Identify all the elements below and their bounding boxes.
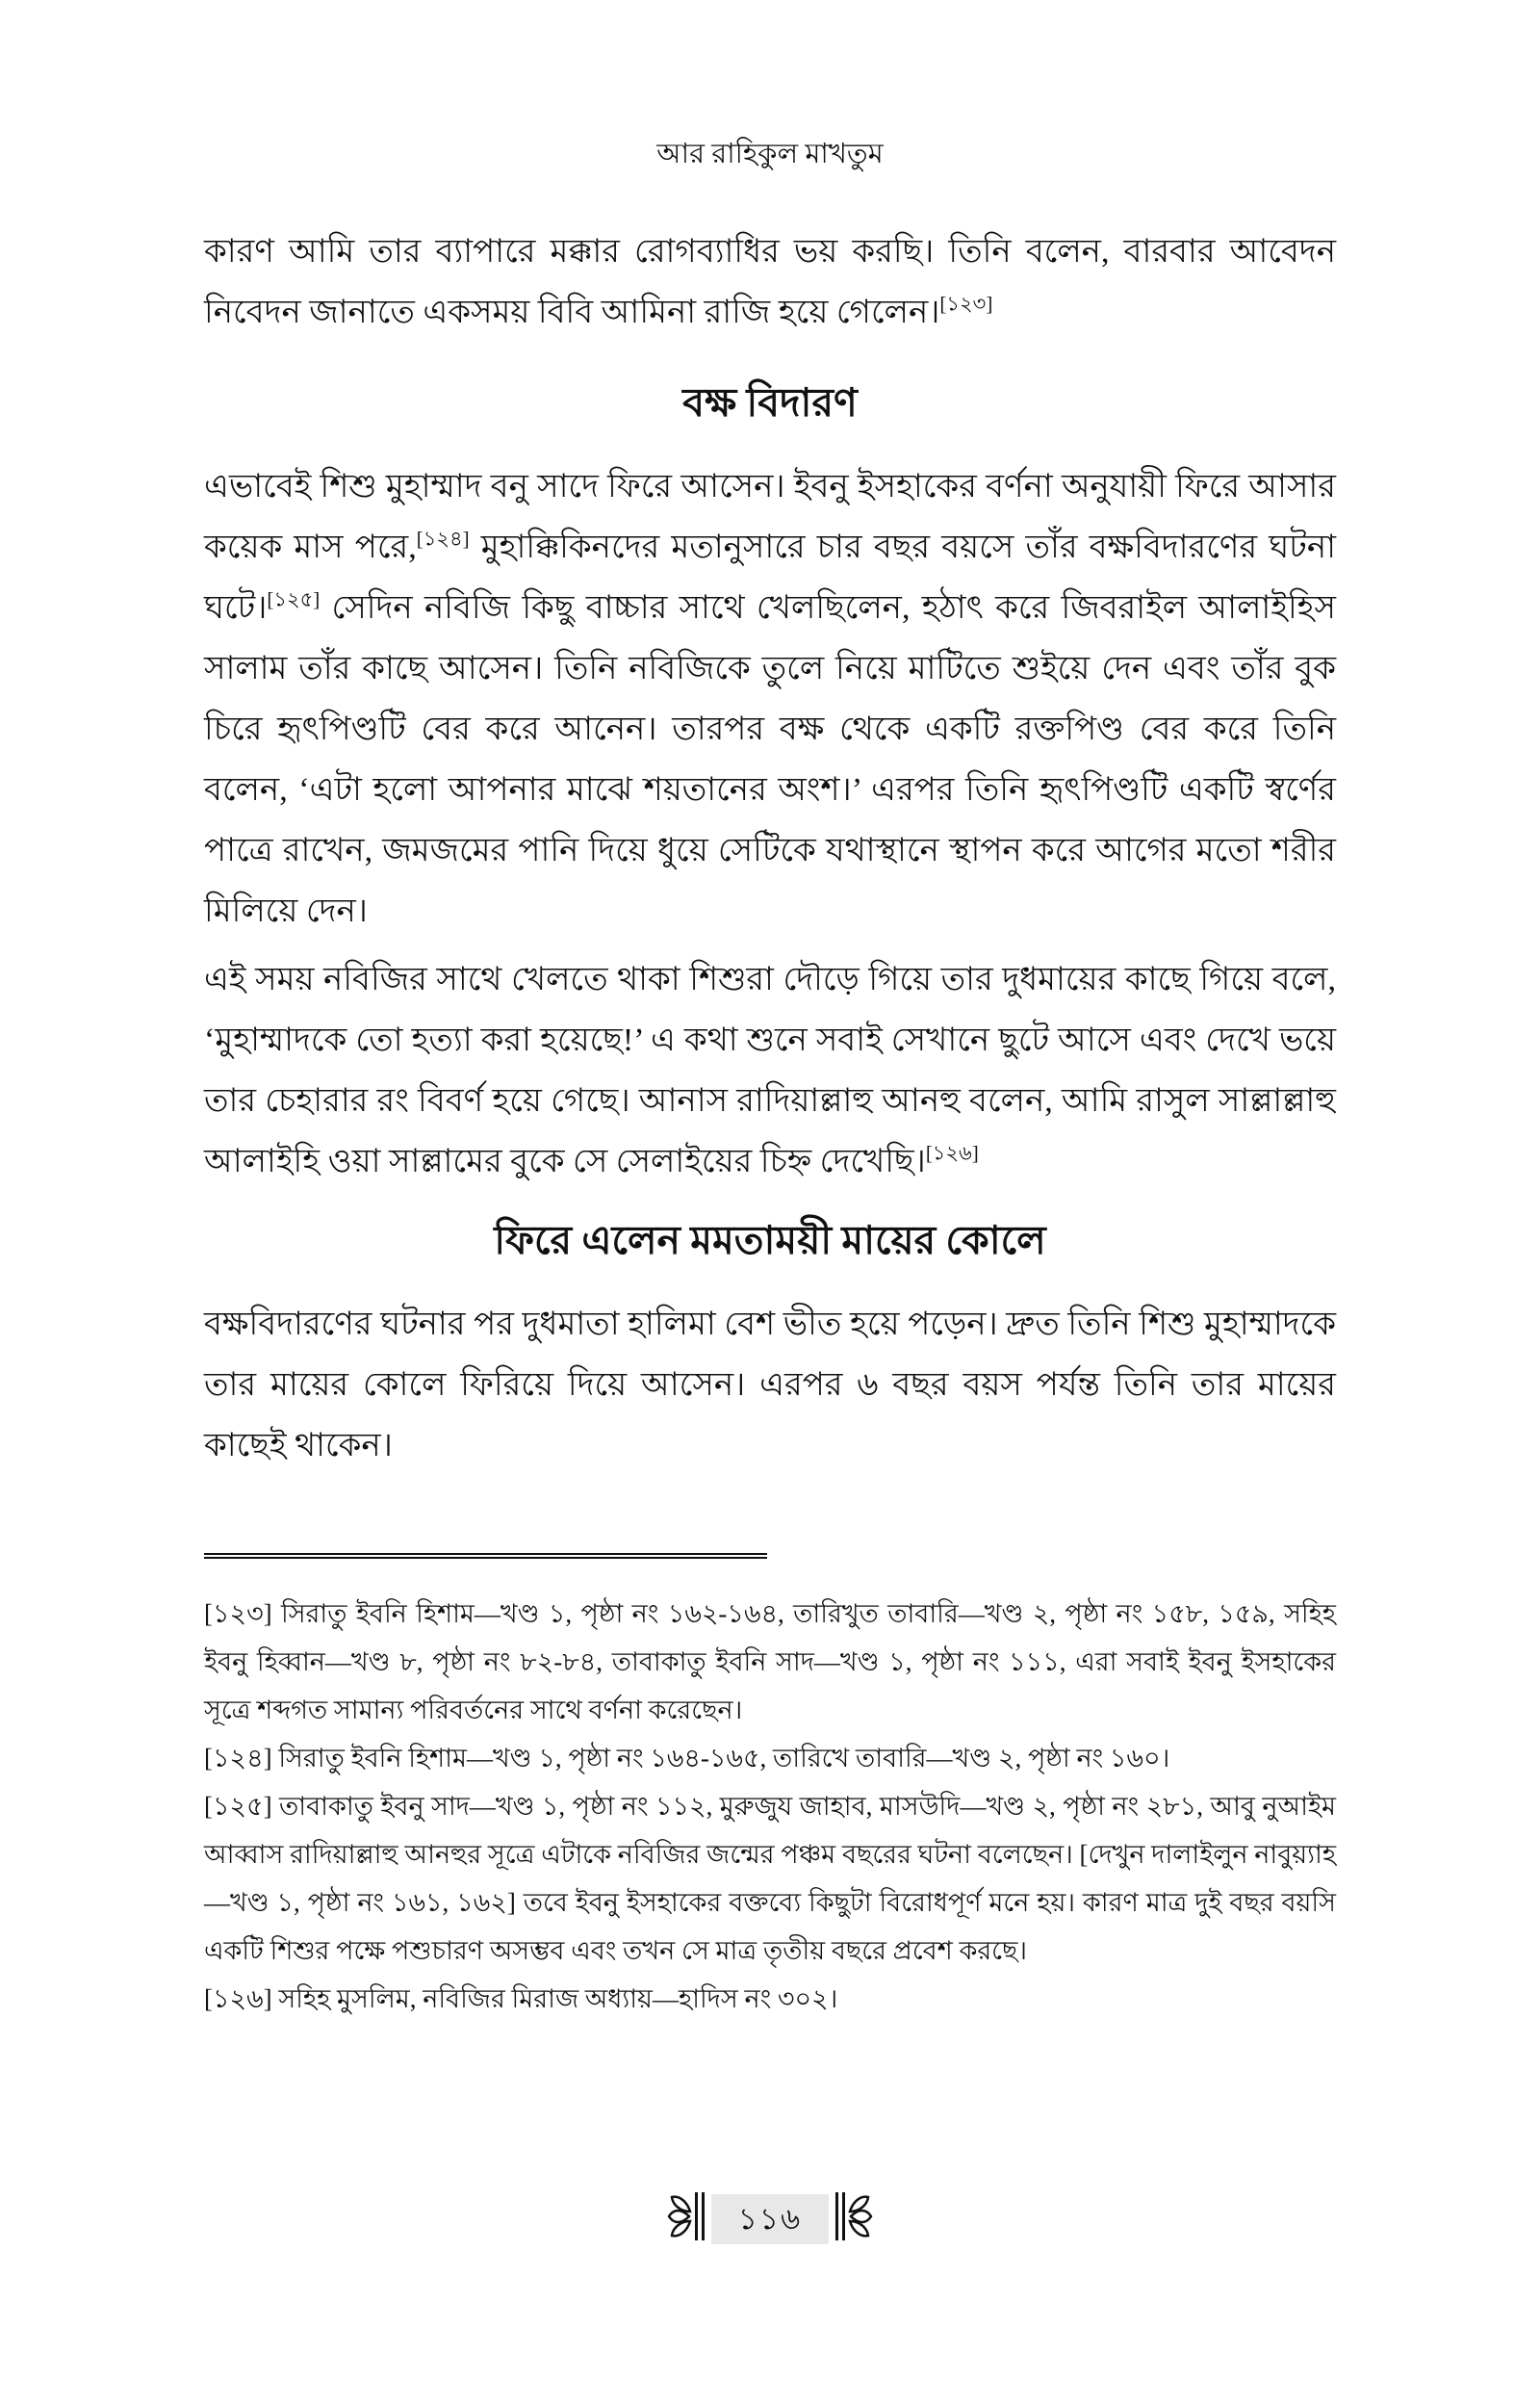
footnote-ref: [১২৪] [416,527,470,551]
running-head: আর রাহিকুল মাখতুম [656,139,884,169]
footnotes-block [204,1553,1336,2023]
footnote-ref: [১২৬] [925,1141,979,1165]
section1-paragraph-2: এই সময় নবিজির সাথে খেলতে থাকা শিশুরা দৌড়ে গিয়ে তার দুধমায়ের কাছে গিয়ে বলে, ‘মুহাম্মাদকে তো হত্যা করা হয়েছে!’ এ কথা শুনে সবাই সেখানে ছুটে আসে এবং দেখে ভয়ে তার চেহারার রং বিবর্ণ হয়ে গেছে। আনাস রাদিয়াল্লাহু আনহু বলেন, আমি রাসুল সাল্লাল্লাহু আলাইহি ওয়া সাল্লামের বুকে সে সেলাইয়ের চিহ্ন দেখেছি।[১২৬] [204,962,1336,1179]
section-heading-chest-splitting: বক্ষ বিদারণ [682,380,858,425]
footnote-124: [১২৪] সিরাতু ইবনি হিশাম—খণ্ড ১, পৃষ্ঠা নং ১৬৪-১৬৫, তারিখে তাবারি—খণ্ড ২, পৃষ্ঠা নং ১৬০। [204,1744,1170,1773]
page-number: ১১৬ [711,2194,829,2244]
footnote-divider-rule [204,1553,767,1559]
footnote-ref: [১২৫] [267,587,321,611]
page-footer [0,2191,1540,2246]
floral-ornament-right-icon [834,2191,873,2246]
section2-paragraph-1: বক্ষবিদারণের ঘটনার পর দুধমাতা হালিমা বেশ ভীত হয়ে পড়েন। দ্রুত তিনি শিশু মুহাম্মাদকে তার মায়ের কোলে ফিরিয়ে দিয়ে আসেন। এরপর ৬ বছর বয়স পর্যন্ত তিনি তার মায়ের কাছেই থাকেন। [204,1307,1336,1463]
footnote-ref: [১২৩] [939,292,993,316]
section-heading-return-to-mother: ফিরে এলেন মমতাময়ী মায়ের কোলে [494,1218,1046,1262]
intro-paragraph: কারণ আমি তার ব্যাপারে মক্কার রোগব্যাধির ভয় করছি। তিনি বলেন, বারবার আবেদন নিবেদন জানাতে একসময় বিবি আমিনা রাজি হয়ে গেলেন।[১২৩] [204,234,1336,330]
section1-paragraph-1: এভাবেই শিশু মুহাম্মাদ বনু সাদে ফিরে আসেন। ইবনু ইসহাকের বর্ণনা অনুযায়ী ফিরে আসার কয়েক মাস পরে,[১২৪] মুহাক্কিকিনদের মতানুসারে চার বছর বয়সে তাঁর বক্ষবিদারণের ঘটনা ঘটে।[১২৫] সেদিন নবিজি কিছু বাচ্চার সাথে খেলছিলেন, হঠাৎ করে জিবরাইল আলাইহিস সালাম তাঁর কাছে আসেন। তিনি নবিজিকে তুলে নিয়ে মাটিতে শুইয়ে দেন এবং তাঁর বুক চিরে হৃৎপিণ্ডটি বের করে আনেন। তারপর বক্ষ থেকে একটি রক্তপিণ্ড বের করে তিনি বলেন, ‘এটা হলো আপনার মাঝে শয়তানের অংশ।’ এরপর তিনি হৃৎপিণ্ডটি একটি স্বর্ণের পাত্রে রাখেন, জমজমের পানি দিয়ে ধুয়ে সেটিকে যথাস্থানে স্থাপন করে আগের মতো শরীর মিলিয়ে দেন। [204,469,1336,929]
footnote-125: [১২৫] তাবাকাতু ইবনু সাদ—খণ্ড ১, পৃষ্ঠা নং ১১২, মুরুজুয জাহাব, মাসউদি—খণ্ড ২, পৃষ্ঠা নং ২৮১, আবু নুআইম আব্বাস রাদিয়াল্লাহু আনহুর সূত্রে এটাকে নবিজির জন্মের পঞ্চম বছরের ঘটনা বলেছেন। [দেখুন দালাইলুন নাবুয়্যাহ—খণ্ড ১, পৃষ্ঠা নং ১৬১, ১৬২] তবে ইবনু ইসহাকের বক্তব্যে কিছুটা বিরোধপূর্ণ মনে হয়। কারণ মাত্র দুই বছর বয়সি একটি শিশুর পক্ষে পশুচারণ অসম্ভব এবং তখন সে মাত্র তৃতীয় বছরে প্রবেশ করছে। [204,1792,1336,1965]
footnote-126: [১২৬] সহিহ মুসলিম, নবিজির মিরাজ অধ্যায়—হাদিস নং ৩০২। [204,1984,838,2013]
footnote-123: [১২৩] সিরাতু ইবনি হিশাম—খণ্ড ১, পৃষ্ঠা নং ১৬২-১৬৪, তারিখুত তাবারি—খণ্ড ২, পৃষ্ঠা নং ১৫৮, ১৫৯, সহিহ ইবনু হিব্বান—খণ্ড ৮, পৃষ্ঠা নং ৮২-৮৪, তাবাকাতু ইবনি সাদ—খণ্ড ১, পৃষ্ঠা নং ১১১, এরা সবাই ইবনু ইসহাকের সূত্রে শব্দগত সামান্য পরিবর্তনের সাথে বর্ণনা করেছেন। [204,1599,1336,1724]
floral-ornament-left-icon [667,2191,706,2246]
